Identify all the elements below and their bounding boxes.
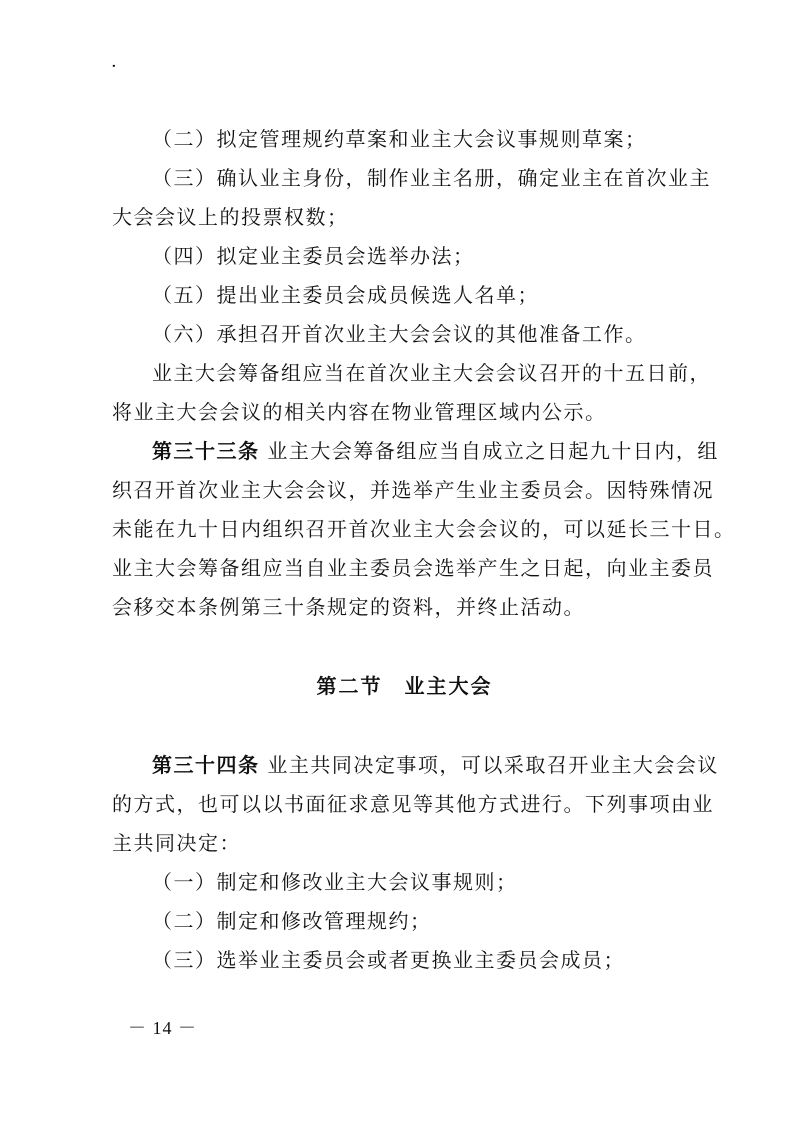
page-marker: · (111, 56, 117, 77)
text-line: 大会会议上的投票权数； (112, 205, 349, 229)
text-line: 将业主大会会议的相关内容在物业管理区域内公示。 (112, 400, 607, 424)
list-item: （一）制定和修改业主大会议事规则； (152, 870, 518, 894)
page-number: － 14 － (128, 1018, 197, 1038)
article-34-text: 业主共同决定事项，可以采取召开业主大会会议 (267, 753, 719, 777)
spacer (112, 627, 697, 667)
text-line: （五）提出业主委员会成员候选人名单； (152, 283, 539, 307)
text-line: 会移交本条例第三十条规定的资料，并终止活动。 (112, 595, 585, 619)
article-33-text: 业主大会筹备组应当自成立之日起九十日内，组 (267, 439, 719, 463)
section-heading: 第二节 业主大会 (316, 674, 493, 698)
text-line: 业主大会筹备组应当在首次业主大会会议召开的十五日前， (152, 361, 711, 385)
list-item: （二）制定和修改管理规约； (152, 909, 432, 933)
article-33-label: 第三十三条 (152, 439, 260, 463)
article-33-first-line (112, 432, 719, 471)
text-line: 业主大会筹备组应当自业主委员会选举产生之日起，向业主委员 (112, 556, 714, 580)
text-line: （四）拟定业主委员会选举办法； (152, 244, 475, 268)
list-item: （三）选举业主委员会或者更换业主委员会成员； (152, 948, 625, 972)
text-line: 的方式，也可以以书面征求意见等其他方式进行。下列事项由业 (112, 792, 714, 816)
document-body (112, 120, 736, 980)
spacer (112, 706, 697, 746)
article-34-first-line (112, 746, 719, 785)
text-line: 未能在九十日内组织召开首次业主大会会议的，可以延长三十日。 (112, 517, 736, 541)
text-line: （三）确认业主身份，制作业主名册，确定业主在首次业主 (152, 166, 711, 190)
article-34-label: 第三十四条 (152, 753, 260, 777)
text-line: 织召开首次业主大会会议，并选举产生业主委员会。因特殊情况 (112, 478, 714, 502)
text-line: （六）承担召开首次业主大会会议的其他准备工作。 (152, 322, 647, 346)
text-line: 主共同决定： (112, 831, 241, 855)
text-line: （二）拟定管理规约草案和业主大会议事规则草案； (152, 127, 647, 151)
